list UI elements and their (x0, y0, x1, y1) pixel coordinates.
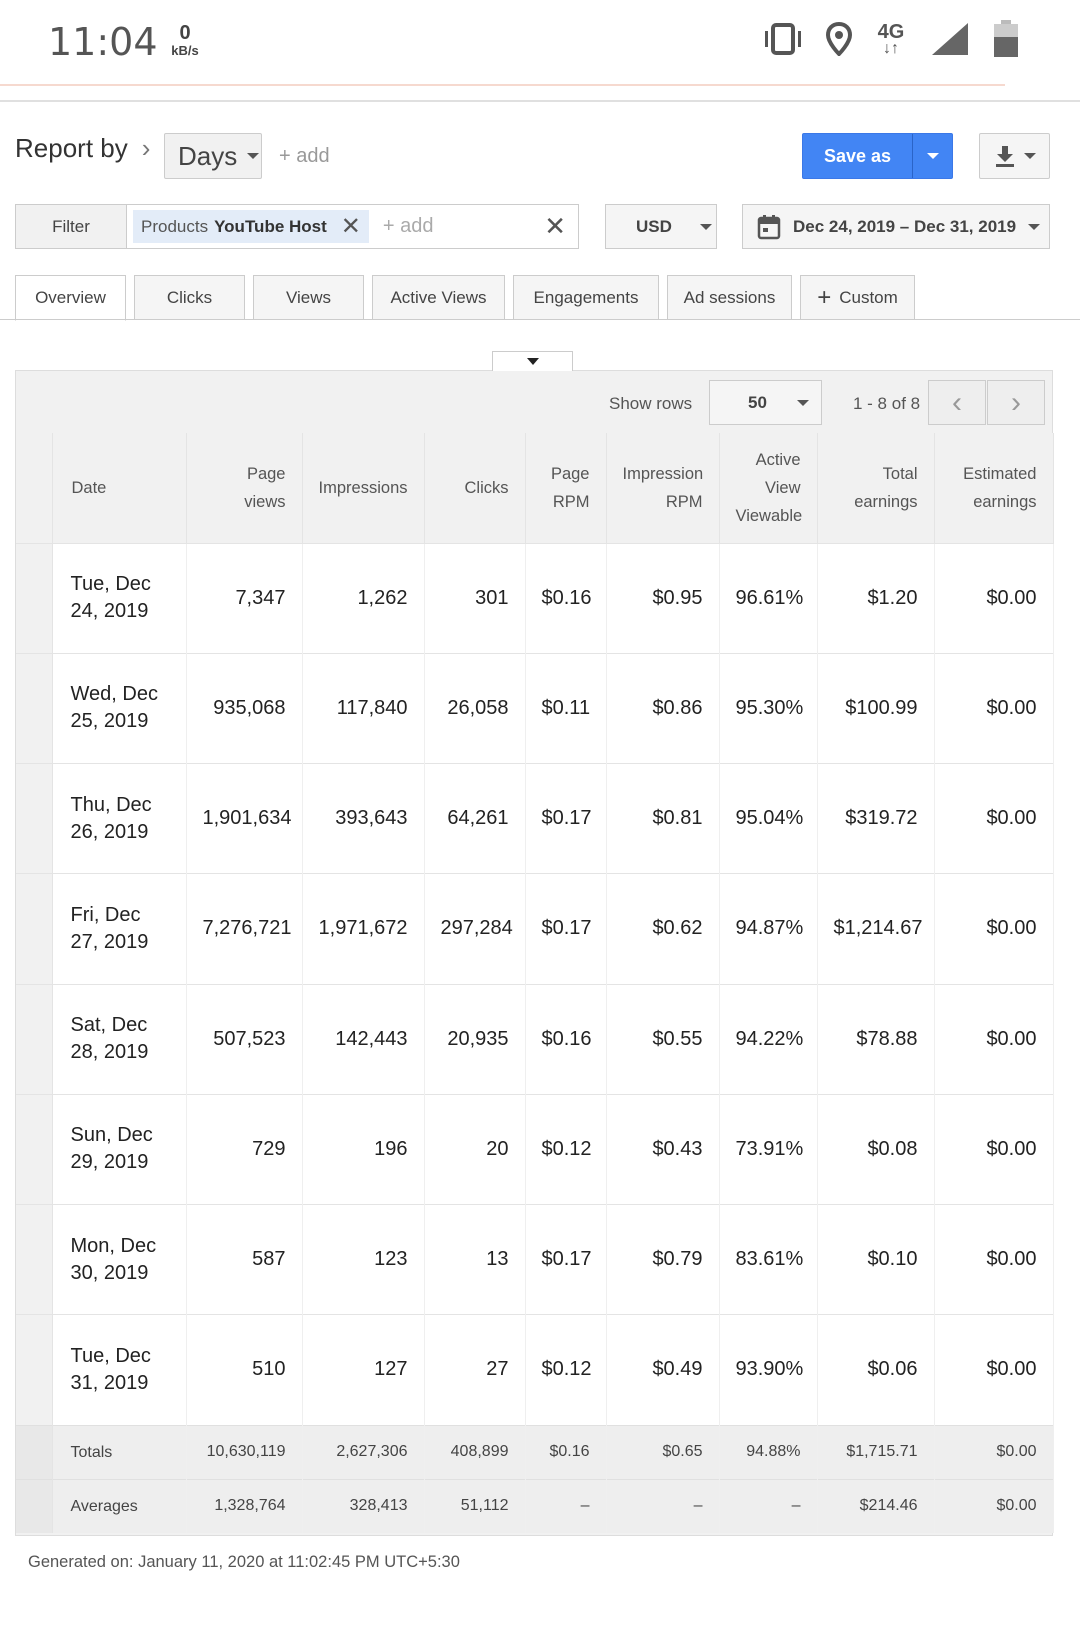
date-cell: Thu, Dec 26, 2019 (52, 764, 186, 874)
table-cell: $0.55 (606, 984, 719, 1094)
pagination-range: 1 - 8 of 8 (853, 394, 921, 413)
table-cell: 83.61% (719, 1205, 817, 1315)
table-cell: 94.22% (719, 984, 817, 1094)
table-cell: $0.17 (525, 764, 606, 874)
table-cell: $0.17 (525, 1205, 606, 1315)
tab-engagements[interactable]: Engagements (513, 275, 659, 320)
chevron-left-icon: ‹ (952, 385, 962, 419)
column-header[interactable]: Page RPM (525, 433, 606, 543)
table-cell: $0.16 (525, 984, 606, 1094)
collapse-chart-toggle[interactable] (492, 351, 573, 371)
clear-filter-icon[interactable]: ✕ (544, 211, 566, 241)
table-cell: $0.12 (525, 1094, 606, 1204)
table-cell: 73.91% (719, 1094, 817, 1204)
table-row (16, 543, 1053, 653)
table-cell: 27 (424, 1315, 525, 1425)
calendar-icon (757, 214, 781, 240)
table-cell: $0.62 (606, 874, 719, 984)
table-cell: 117,840 (302, 653, 424, 763)
date-cell: Fri, Dec 27, 2019 (52, 874, 186, 984)
report-tabs (15, 275, 923, 321)
table-cell: $1.20 (817, 543, 934, 653)
days-dropdown[interactable] (164, 133, 262, 179)
status-bar (0, 0, 1080, 84)
table-cell: $0.00 (934, 543, 1053, 653)
table-cell: $0.00 (934, 1479, 1053, 1533)
table-cell: 26,058 (424, 653, 525, 763)
table-cell: $0.86 (606, 653, 719, 763)
table-header-row (16, 433, 1053, 543)
table-cell: 7,347 (186, 543, 302, 653)
table-cell: 13 (424, 1205, 525, 1315)
days-dropdown-label: Days (178, 140, 238, 171)
caret-down-icon (247, 153, 259, 159)
download-icon (994, 144, 1016, 168)
table-row (16, 874, 1053, 984)
table-cell: $0.10 (817, 1205, 934, 1315)
date-cell: Mon, Dec 30, 2019 (52, 1205, 186, 1315)
download-button[interactable] (979, 133, 1050, 179)
caret-down-icon (1024, 153, 1036, 159)
column-header[interactable]: Impressions (302, 433, 424, 543)
row-gutter (16, 1205, 52, 1315)
table-cell: 1,901,634 (186, 764, 302, 874)
table-cell: 587 (186, 1205, 302, 1315)
tab-custom[interactable] (800, 275, 915, 320)
table-cell: $0.00 (934, 874, 1053, 984)
date-range-label: Dec 24, 2019 – Dec 31, 2019 (793, 216, 1017, 236)
caret-down-icon (1028, 224, 1040, 230)
column-header[interactable]: Total earnings (817, 433, 934, 543)
table-cell: $319.72 (817, 764, 934, 874)
table-cell: 510 (186, 1315, 302, 1425)
column-header[interactable]: Impression RPM (606, 433, 719, 543)
row-gutter (16, 543, 52, 653)
table-cell: 7,276,721 (186, 874, 302, 984)
table-cell: 96.61% (719, 543, 817, 653)
date-range-picker[interactable] (742, 204, 1050, 249)
column-header[interactable]: Date (52, 433, 186, 543)
chevron-right-icon: › (141, 133, 151, 163)
table-cell: $1,214.67 (817, 874, 934, 984)
date-cell: Sat, Dec 28, 2019 (52, 984, 186, 1094)
table-cell: 95.04% (719, 764, 817, 874)
table-cell: $0.00 (934, 1205, 1053, 1315)
table-cell: 94.88% (719, 1425, 817, 1479)
table-cell: $0.16 (525, 543, 606, 653)
row-gutter (16, 1425, 52, 1479)
save-as-button[interactable] (802, 133, 953, 179)
table-cell: 301 (424, 543, 525, 653)
status-icons (762, 20, 1020, 58)
tabs-divider (0, 319, 1080, 320)
tab-custom-label: Custom (839, 287, 898, 307)
status-divider (0, 84, 1005, 86)
tab-clicks[interactable]: Clicks (134, 275, 245, 320)
table-cell: 297,284 (424, 874, 525, 984)
table-cell: 507,523 (186, 984, 302, 1094)
table-cell: 328,413 (302, 1479, 424, 1533)
column-header[interactable]: Clicks (424, 433, 525, 543)
table-cell: $0.95 (606, 543, 719, 653)
caret-down-icon (927, 153, 939, 159)
table-cell: 10,630,119 (186, 1425, 302, 1479)
table-cell: $0.43 (606, 1094, 719, 1204)
caret-down-icon (797, 400, 809, 406)
next-page-button[interactable] (987, 380, 1045, 425)
network-type-label: 4G (877, 21, 905, 43)
table-cell: $0.08 (817, 1094, 934, 1204)
show-rows-label: Show rows (609, 394, 693, 413)
filter-chip-value: YouTube Host (214, 216, 327, 236)
summary-label: Averages (52, 1479, 186, 1533)
caret-down-icon (527, 358, 539, 365)
plus-icon: + (817, 283, 832, 311)
rows-per-page-select[interactable] (709, 380, 822, 425)
table-cell: 93.90% (719, 1315, 817, 1425)
signal-icon (930, 21, 970, 57)
report-table (16, 433, 1054, 1533)
table-cell: 2,627,306 (302, 1425, 424, 1479)
tab-active-views[interactable]: Active Views (372, 275, 505, 320)
table-cell: – (719, 1479, 817, 1533)
generated-note: Generated on: January 11, 2020 at 11:02:45 PM UTC+5:30 (28, 1553, 460, 1571)
table-cell: 935,068 (186, 653, 302, 763)
table-cell: $0.11 (525, 653, 606, 763)
table-cell: $1,715.71 (817, 1425, 934, 1479)
network-speed-value: 0 (179, 22, 191, 44)
filter-add-input[interactable]: + add (382, 215, 434, 237)
table-cell: 95.30% (719, 653, 817, 763)
table-cell: $0.00 (934, 984, 1053, 1094)
column-header[interactable]: Estimated earnings (934, 433, 1053, 543)
filter-bar (15, 204, 579, 249)
vibrate-icon (762, 23, 804, 55)
chevron-right-icon: › (1011, 385, 1021, 419)
date-cell: Tue, Dec 24, 2019 (52, 543, 186, 653)
table-cell: 127 (302, 1315, 424, 1425)
save-as-menu-button[interactable] (913, 134, 952, 178)
table-cell: 51,112 (424, 1479, 525, 1533)
table-cell: 393,643 (302, 764, 424, 874)
column-header[interactable]: Active View Viewable (719, 433, 817, 543)
rows-per-page-value: 50 (748, 392, 767, 412)
table-cell: 142,443 (302, 984, 424, 1094)
battery-icon (992, 20, 1020, 58)
table-cell: 123 (302, 1205, 424, 1315)
filter-button[interactable]: Filter (16, 205, 127, 248)
table-cell: $0.49 (606, 1315, 719, 1425)
table-row (16, 1094, 1053, 1204)
table-cell: – (525, 1479, 606, 1533)
location-icon (826, 22, 852, 56)
date-cell: Sun, Dec 29, 2019 (52, 1094, 186, 1204)
table-cell: – (606, 1479, 719, 1533)
prev-page-button[interactable] (928, 380, 986, 425)
network-speed (168, 22, 202, 58)
tab-overview[interactable]: Overview (15, 275, 126, 321)
currency-label: USD (636, 216, 672, 236)
table-row (16, 1205, 1053, 1315)
network-speed-unit: kB/s (171, 43, 199, 58)
table-cell: 64,261 (424, 764, 525, 874)
table-cell: $78.88 (817, 984, 934, 1094)
table-cell: $0.12 (525, 1315, 606, 1425)
table-cell: $0.16 (525, 1425, 606, 1479)
table-cell: 20 (424, 1094, 525, 1204)
date-cell: Wed, Dec 25, 2019 (52, 653, 186, 763)
caret-down-icon (700, 224, 712, 230)
summary-label: Totals (52, 1425, 186, 1479)
pagination-bar (15, 370, 1053, 430)
table-cell: $0.65 (606, 1425, 719, 1479)
header-gutter (16, 433, 52, 543)
close-icon[interactable]: ✕ (340, 212, 361, 240)
table-cell: 1,971,672 (302, 874, 424, 984)
table-cell: $100.99 (817, 653, 934, 763)
filter-chip-prefix: Products (141, 216, 209, 236)
add-dimension-link[interactable]: + add (279, 145, 330, 167)
report-by-label: Report by (15, 133, 128, 163)
row-gutter (16, 1315, 52, 1425)
table-cell: $0.00 (934, 653, 1053, 763)
row-gutter (16, 764, 52, 874)
row-gutter (16, 1094, 52, 1204)
table-cell: 1,262 (302, 543, 424, 653)
table-cell: $0.00 (934, 1425, 1053, 1479)
table-cell: 94.87% (719, 874, 817, 984)
summary-row (16, 1425, 1053, 1479)
row-gutter (16, 1479, 52, 1533)
row-gutter (16, 984, 52, 1094)
table-row (16, 653, 1053, 763)
table-cell: $0.00 (934, 1315, 1053, 1425)
table-cell: $0.00 (934, 1094, 1053, 1204)
table-cell: 1,328,764 (186, 1479, 302, 1533)
table-cell: 20,935 (424, 984, 525, 1094)
table-row (16, 984, 1053, 1094)
table-cell: 408,899 (424, 1425, 525, 1479)
table-cell: $214.46 (817, 1479, 934, 1533)
table-row (16, 1315, 1053, 1425)
table-cell: 196 (302, 1094, 424, 1204)
table-cell: $0.81 (606, 764, 719, 874)
header-divider (0, 100, 1080, 102)
table-cell: $0.06 (817, 1315, 934, 1425)
row-gutter (16, 653, 52, 763)
date-cell: Tue, Dec 31, 2019 (52, 1315, 186, 1425)
row-gutter (16, 874, 52, 984)
summary-row (16, 1479, 1053, 1533)
tab-ad-sessions[interactable]: Ad sessions (667, 275, 792, 320)
save-as-label[interactable]: Save as (803, 134, 913, 178)
table-cell: $0.00 (934, 764, 1053, 874)
filter-chip[interactable] (133, 210, 369, 243)
network-type-icon: 4G ↓↑ (874, 22, 908, 56)
table-row (16, 764, 1053, 874)
column-header[interactable]: Page views (186, 433, 302, 543)
report-by (15, 133, 150, 164)
table-cell: $0.79 (606, 1205, 719, 1315)
table-cell: 729 (186, 1094, 302, 1204)
currency-dropdown[interactable] (605, 204, 717, 249)
tab-views[interactable]: Views (253, 275, 364, 320)
table-cell: $0.17 (525, 874, 606, 984)
status-time: 11:04 (48, 20, 158, 64)
